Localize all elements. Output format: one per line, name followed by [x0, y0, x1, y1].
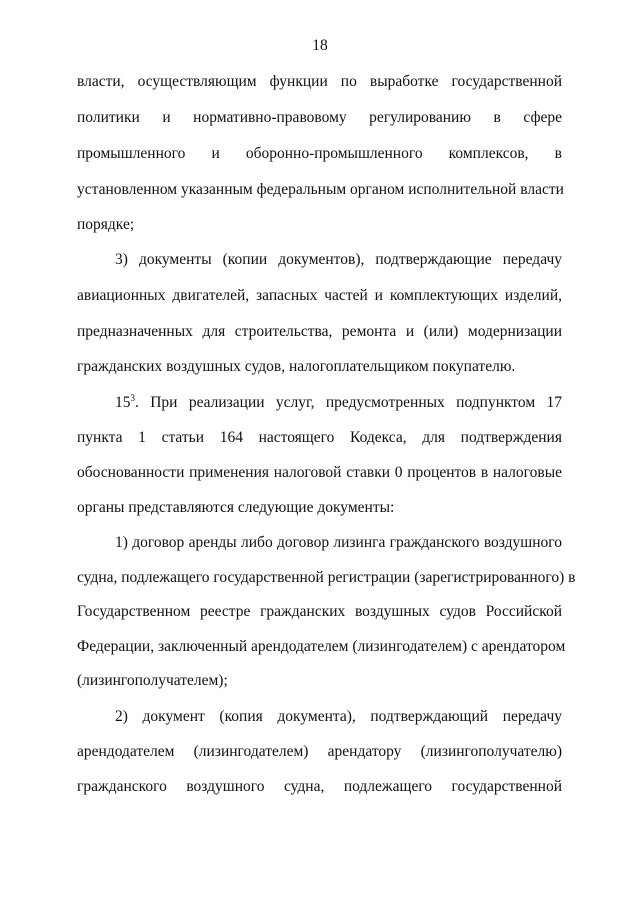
text-line: установленном указанным федеральным органом исполнительной власти: [77, 181, 564, 198]
text-line: судна, подлежащего государственной регистрации (зарегистрированного) в: [77, 569, 576, 586]
text-line: (лизингополучателем);: [77, 672, 228, 689]
text-line: гражданского воздушного судна, подлежащего государственной: [77, 778, 562, 795]
text-line: пункта 1 статьи 164 настоящего Кодекса, для подтверждения: [77, 429, 562, 446]
clause-text: . При реализации услуг, предусмотренных подпунктом 17: [135, 394, 562, 411]
text-line: авиационных двигателей, запасных частей и комплектующих изделий,: [77, 287, 562, 304]
text-line: 2) документ (копия документа), подтверждающий передачу: [115, 708, 562, 725]
text-line: 3) документы (копии документов), подтверждающие передачу: [115, 251, 562, 268]
clause-number: 15: [115, 394, 131, 411]
text-line: порядке;: [77, 216, 135, 233]
text-line: 1) договор аренды либо договор лизинга гражданского воздушного: [115, 534, 562, 551]
text-line: власти, осуществляющим функции по выработке государственной: [77, 73, 562, 90]
text-line: обоснованности применения налоговой ставки 0 процентов в налоговые: [77, 464, 562, 481]
text-line: предназначенных для строительства, ремонта и (или) модернизации: [77, 323, 562, 340]
text-line: Государственном реестре гражданских воздушных судов Российской: [77, 603, 562, 620]
text-line: политики и нормативно-правовому регулированию в сфере: [77, 109, 562, 126]
text-line: арендодателем (лизингодателем) арендатору (лизингополучателю): [77, 743, 562, 760]
text-line: гражданских воздушных судов, налогоплательщиком покупателю.: [77, 358, 516, 375]
text-line: органы представляются следующие документы:: [77, 499, 395, 516]
page-number: 18: [312, 37, 328, 54]
clause-superscript: 3: [130, 393, 135, 403]
text-line: промышленного и оборонно-промышленного комплексов, в: [77, 145, 562, 162]
clause-heading-line: [115, 393, 562, 413]
text-line: Федерации, заключенный арендодателем (лизингодателем) с арендатором: [77, 638, 566, 655]
